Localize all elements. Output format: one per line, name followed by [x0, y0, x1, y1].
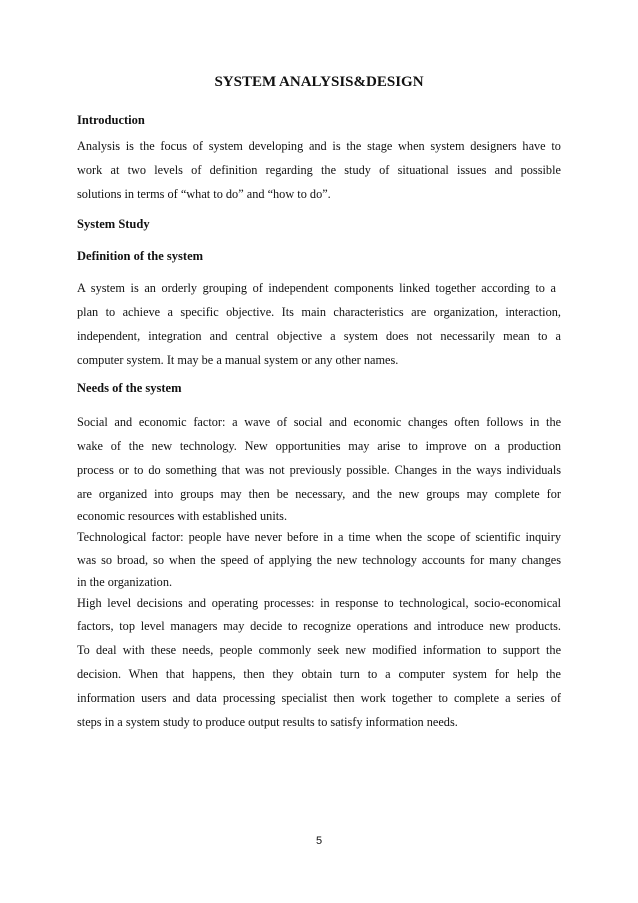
heading-system-study: System Study — [77, 217, 150, 231]
text-line: A system is an orderly grouping of independent components linked together according to a — [77, 281, 556, 295]
text-line: computer system. It may be a manual system or any other names. — [77, 353, 399, 367]
text-line: Social and economic factor: a wave of social and economic changes often follows in the — [77, 415, 562, 429]
heading-needs: Needs of the system — [77, 381, 182, 395]
page-title: SYSTEM ANALYSIS&DESIGN — [214, 74, 424, 90]
text-line: factors, top level managers may decide to recognize operations and introduce new products. — [77, 619, 562, 633]
text-line: independent, integration and central objective a system does not necessarily mean to a — [77, 329, 561, 343]
text-line: information users and data processing specialist then work together to complete a series of — [77, 691, 561, 705]
text-line: Analysis is the focus of system developing and is the stage when system designers have to — [77, 139, 561, 153]
text-line: are organized into groups may then be necessary, and the new groups may complete for — [77, 487, 562, 501]
heading-introduction: Introduction — [77, 113, 145, 127]
text-line: economic resources with established units. — [77, 509, 288, 523]
text-line: wake of the new technology. New opportunities may arise to improve on a production — [77, 439, 562, 453]
text-line: Technological factor: people have never before in a time when the scope of scientific inquiry — [77, 530, 561, 544]
paragraph-definition — [77, 276, 561, 372]
page-number: 5 — [315, 835, 323, 847]
heading-definition: Definition of the system — [77, 249, 204, 263]
text-line: High level decisions and operating processes: in response to technological, socio-economical — [77, 596, 562, 610]
text-line: work at two levels of definition regarding the study of situational issues and possible — [77, 163, 561, 177]
text-line: solutions in terms of “what to do” and “how to do”. — [77, 187, 331, 201]
text-line: plan to achieve a specific objective. Its main characteristics are organization, interaction, — [77, 305, 561, 319]
paragraph-needs — [77, 410, 561, 734]
text-line: process or to do something that was not previously possible. Changes in the ways individuals — [77, 463, 562, 477]
text-line: in the organization. — [77, 575, 173, 589]
paragraph-introduction — [77, 134, 561, 206]
text-line: steps in a system study to produce output results to satisfy information needs. — [77, 715, 458, 729]
text-line: was so broad, so when the speed of applying the new technology accounts for many changes — [77, 553, 562, 567]
text-line: To deal with these needs, people commonly seek new modified information to support the — [77, 643, 562, 657]
text-line: decision. When that happens, then they obtain turn to a computer system for help the — [77, 667, 561, 681]
